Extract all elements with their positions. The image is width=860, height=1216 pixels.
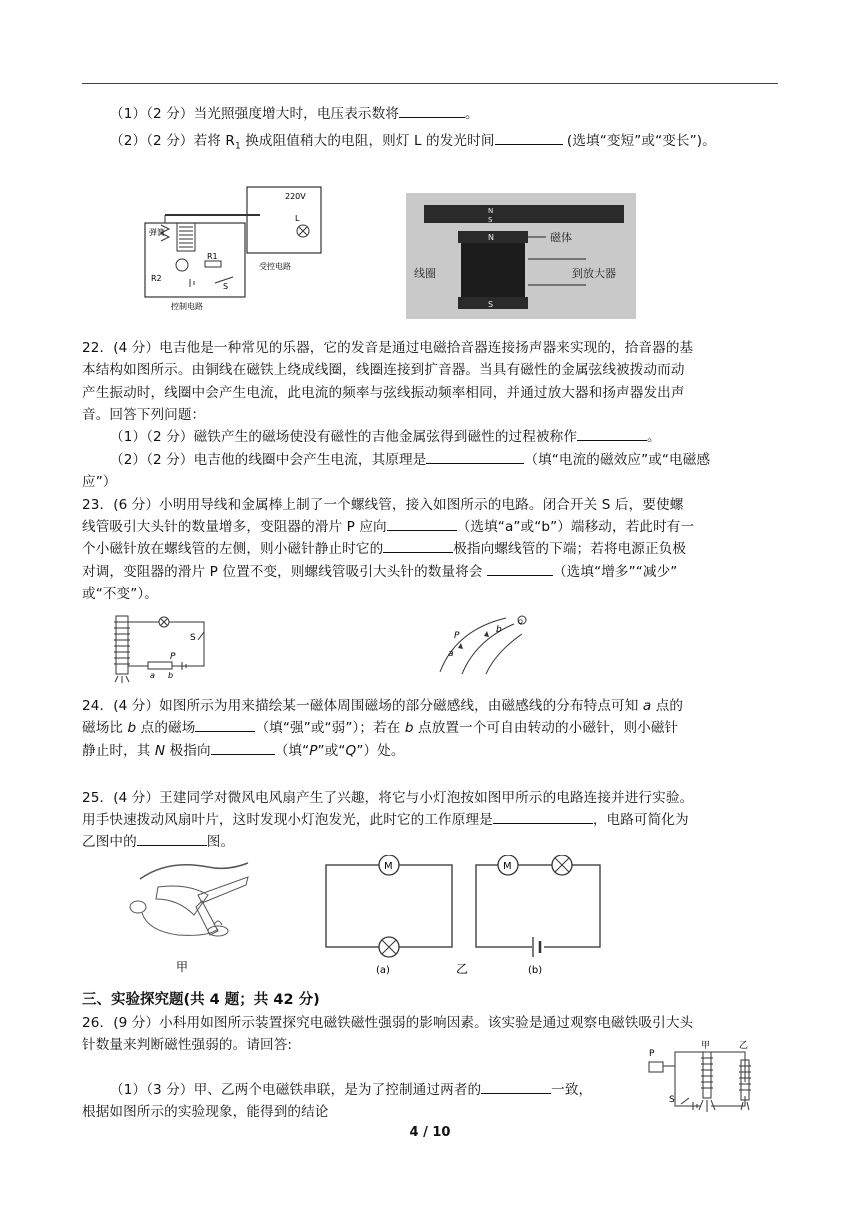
label-spring: 弹簧 xyxy=(149,228,165,237)
label-r1: R1 xyxy=(207,252,218,261)
q21-part1: （1）（2 分）当光照强度增大时，电压表示数将 。 xyxy=(110,103,479,125)
page-number: 4 / 10 xyxy=(409,1125,451,1140)
q23-line2: 线管吸引大头针的数量增多，变阻器的滑片 P 应向 （选填“a”或“b”）端移动，若此时有一 xyxy=(82,516,694,538)
label-b: b xyxy=(168,671,174,680)
q24-line2: 磁场比 b 点的磁场 （填“强”或“弱”）；若在 b 点放置一个可自由转动的小磁针，则小磁针 xyxy=(82,717,678,739)
label-a: (a) xyxy=(376,965,390,976)
label-s: S xyxy=(190,633,196,643)
label-s-top: S xyxy=(488,216,493,224)
label-s: S xyxy=(223,282,229,291)
label-n-top: N xyxy=(488,207,494,215)
circuit-b xyxy=(476,855,600,976)
label-s: S xyxy=(669,1095,675,1105)
label-p: P xyxy=(454,631,460,641)
q26-line4: 根据如图所示的实验现象，能得到的结论 xyxy=(82,1104,329,1120)
section-3-heading: 三、实验探究题(共 4 题；共 42 分) xyxy=(82,992,320,1008)
q25-line1: 25．(4 分）王建同学对微风电风扇产生了兴趣，将它与小灯泡按如图甲所示的电路连接并进行实验。 xyxy=(82,790,694,806)
q26-line2: 针数量来判断磁性强弱的。请回答: xyxy=(82,1037,293,1053)
solenoid-figure xyxy=(112,612,212,684)
label-controlled-circuit: 受控电路 xyxy=(259,262,291,271)
q22-part2: （2）（2 分）电吉他的线圈中会产生电流，其原理是 （填“电流的磁效应”或“电磁感 xyxy=(110,449,710,471)
q22-line3: 产生振动时，线圈中会产生电流，此电流的频率与弦线振动频率相同，并通过放大器和扬声器发出声 xyxy=(82,385,685,401)
label-jia: 甲 xyxy=(176,960,189,974)
relay-circuit-figure xyxy=(135,185,325,313)
header-rule xyxy=(82,83,778,84)
q23-line3: 个小磁针放在螺线管的左侧，则小磁针静止时它的 极指向螺线管的下端；若将电源正负极 xyxy=(82,538,686,560)
label-a: a xyxy=(448,649,454,659)
q22-line4: 音。回答下列问题： xyxy=(82,407,206,423)
label-s-magnet: S xyxy=(488,300,494,309)
label-a: a xyxy=(150,671,155,680)
label-yi: 乙 xyxy=(456,962,469,976)
label-m-a: M xyxy=(384,861,393,872)
q25-line3: 乙图中的 图。 xyxy=(82,831,234,853)
q24-line3: 静止时，其 N 极指向 （填“P”或“Q”）处。 xyxy=(82,740,405,762)
q25-line2: 用手快速拨动风扇叶片，这时发现小灯泡发光，此时它的工作原理是 ，电路可简化为 xyxy=(82,809,689,831)
electromagnets-figure xyxy=(645,1038,777,1118)
q23-line1: 23．(6 分）小明用导线和金属棒上制了一个螺线管，接入如图所示的电路。闭合开关 S 后，要使螺 xyxy=(82,497,684,513)
label-b: (b) xyxy=(528,965,543,976)
q22-line1: 22．(4 分）电吉他是一种常见的乐器，它的发音是通过电磁拾音器连接扬声器来实现的，拾音器的基 xyxy=(82,340,694,356)
fan-circuit-figures xyxy=(128,855,608,977)
label-p: P xyxy=(649,1049,655,1059)
label-l: L xyxy=(295,214,300,223)
label-m-b: M xyxy=(503,861,512,872)
q21-part2: （2）（2 分）若将 $R_1$ 换成阻值稍大的电阻，则灯 L 的发光时间 (选填“变短”或“变长”)。 xyxy=(110,130,716,158)
label-n-magnet: N xyxy=(488,233,494,242)
label-yi: 乙 xyxy=(739,1041,749,1051)
q22-line2: 本结构如图所示。由铜线在磁铁上绕成线圈，线圈连接到扩音器。当具有磁性的金属弦线被拨动而动 xyxy=(82,362,685,378)
q26-line1: 26．(9 分）小科用如图所示装置探究电磁铁磁性强弱的影响因素。该实验是通过观察电磁铁吸引大头 xyxy=(82,1015,694,1031)
label-q: Q xyxy=(518,619,523,626)
label-r2: R2 xyxy=(151,274,162,283)
fan-photo xyxy=(130,863,248,974)
label-p: P xyxy=(170,652,176,662)
pickup-figure xyxy=(406,193,636,319)
q22-part1: （1）（2 分）磁铁产生的磁场使没有磁性的吉他金属弦得到磁性的过程被称作 。 xyxy=(110,426,661,448)
label-magnet: 磁体 xyxy=(550,231,572,244)
q22-line7: 应”） xyxy=(82,474,117,490)
q24-line1: 24．(4 分）如图所示为用来描绘某一磁体周围磁场的部分磁感线，由磁感线的分布特点可知 a 点的 xyxy=(82,698,684,714)
label-jia: 甲 xyxy=(701,1041,711,1051)
label-220v: 220V xyxy=(285,192,306,201)
label-coil: 线圈 xyxy=(414,267,436,280)
label-b: b xyxy=(496,625,502,635)
q26-part1: （1）（3 分）甲、乙两个电磁铁串联，是为了控制通过两者的 一致， xyxy=(110,1079,592,1101)
label-control-circuit: 控制电路 xyxy=(171,302,203,311)
field-lines-figure xyxy=(436,612,531,676)
label-to-amp: 到放大器 xyxy=(572,267,616,280)
q23-line5: 或“不变”）。 xyxy=(82,586,158,602)
q23-line4: 对调，变阻器的滑片 P 位置不变，则螺线管吸引大头针的数量将会 （选填“增多”“减少” xyxy=(82,561,677,583)
circuit-a xyxy=(326,855,452,976)
